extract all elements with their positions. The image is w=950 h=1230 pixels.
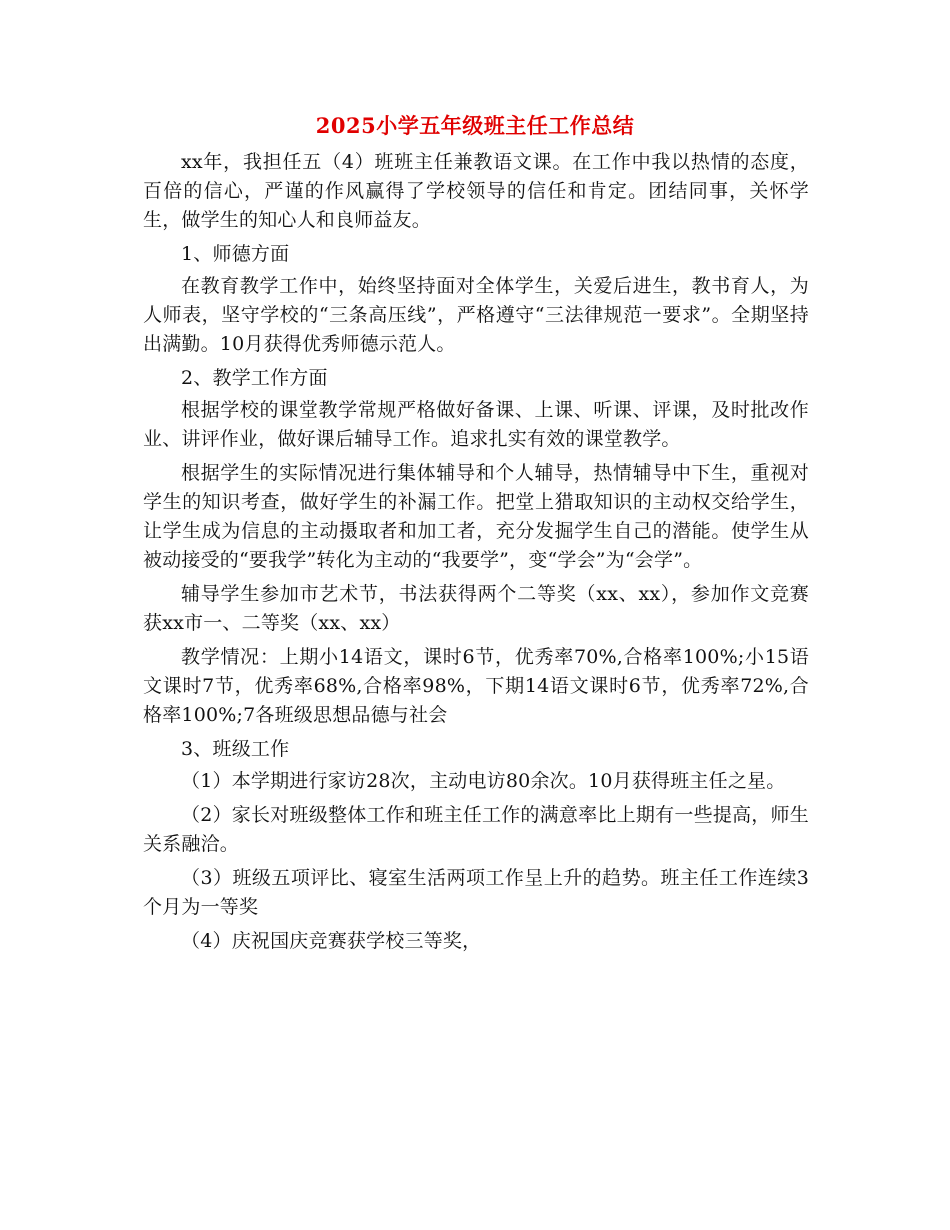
list-item-parent-satisfaction: （2）家长对班级整体工作和班主任工作的满意率比上期有一些提高，师生关系融洽。 <box>143 804 809 855</box>
heading-teacher-ethics: 1、师德方面 <box>181 243 290 265</box>
paragraph-teaching-stats: 教学情况：上期小14语文，课时6节，优秀率70%,合格率100%;小15语文课时7节，优秀率68%,合格率98%，下期14语文课时6节，优秀率72%,合格率100%;7各班级思想品德与社会 <box>143 646 809 726</box>
list-item-home-visits: （1）本学期进行家访28次，主动电访80余次。10月获得班主任之星。 <box>181 770 786 792</box>
paragraph-intro: xx年，我担任五（4）班班主任兼教语文课。在工作中我以热情的态度，百倍的信心，严谨的作风赢得了学校领导的信任和肯定。团结同事，关怀学生，做学生的知心人和良师益友。 <box>143 151 809 231</box>
heading-class-work: 3、班级工作 <box>181 738 290 760</box>
heading-teaching-work: 2、教学工作方面 <box>181 367 328 389</box>
list-item-class-evaluation: （3）班级五项评比、寝室生活两项工作呈上升的趋势。班主任工作连续3个月为一等奖 <box>143 867 809 918</box>
paragraph-teacher-ethics: 在教育教学工作中，始终坚持面对全体学生，关爱后进生，教书育人，为人师表，坚守学校的“三条高压线”，严格遵守“三法律规范一要求”。全期坚持出满勤。10月获得优秀师德示范人。 <box>143 275 809 355</box>
paragraph-awards: 辅导学生参加市艺术节，书法获得两个二等奖（xx、xx），参加作文竞赛获xx市一、二等奖（xx、xx） <box>143 583 809 634</box>
list-item-national-day-contest: （4）庆祝国庆竞赛获学校三等奖， <box>181 930 482 952</box>
paragraph-tutoring: 根据学生的实际情况进行集体辅导和个人辅导，热情辅导中下生，重视对学生的知识考查，做好学生的补漏工作。把堂上猎取知识的主动权交给学生，让学生成为信息的主动摄取者和加工者，充分发掘学生自己的潜能。使学生从被动接受的“要我学”转化为主动的“我要学”，变“学会”为“会学”。 <box>143 462 809 571</box>
document-title: 2025小学五年级班主任工作总结 <box>315 113 635 138</box>
paragraph-teaching-routine: 根据学校的课堂教学常规严格做好备课、上课、听课、评课，及时批改作业、讲评作业，做好课后辅导工作。追求扎实有效的课堂教学。 <box>143 399 809 450</box>
document-body <box>143 148 809 961</box>
